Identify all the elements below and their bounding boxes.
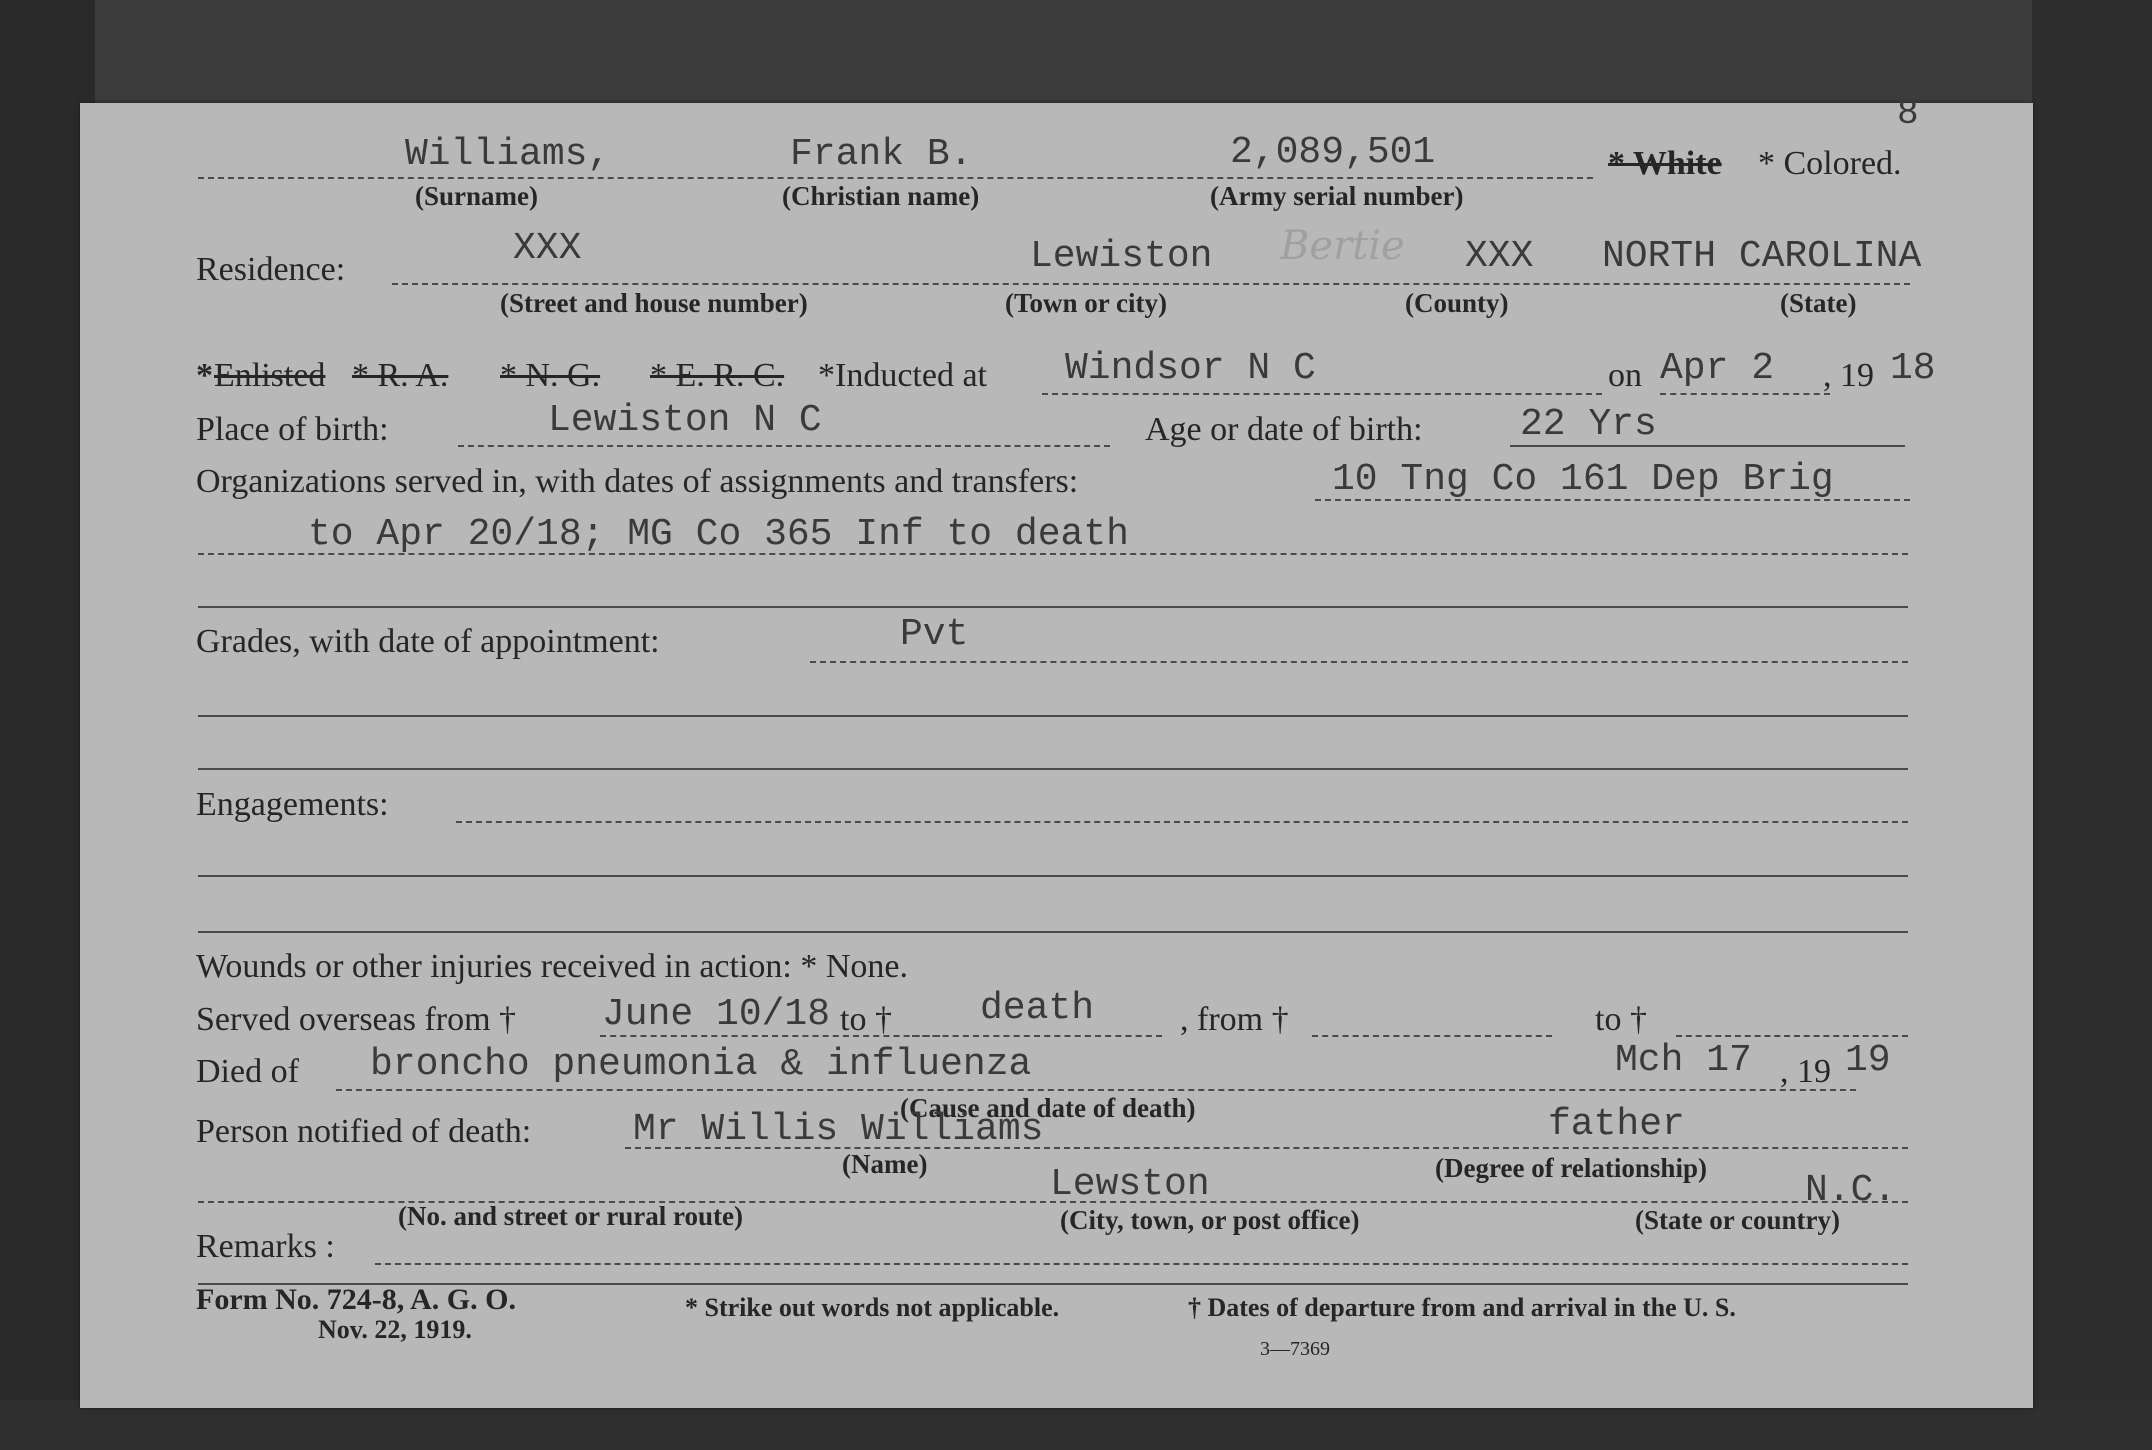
overseas-to-label: to † bbox=[840, 1001, 892, 1038]
notified-city-value: Lewston bbox=[1050, 1163, 1210, 1206]
death-year-prefix: , 19 bbox=[1780, 1053, 1831, 1090]
death-year-value: 19 bbox=[1845, 1039, 1891, 1082]
birth-place-value: Lewiston N C bbox=[548, 399, 822, 442]
residence-county-value: XXX bbox=[1465, 235, 1534, 278]
notified-label: Person notified of death: bbox=[196, 1113, 532, 1150]
residence-state-value: NORTH CAROLINA bbox=[1602, 235, 1922, 278]
notified-name-value: Mr Willis Williams bbox=[633, 1108, 1044, 1151]
serial-caption: (Army serial number) bbox=[1210, 181, 1464, 211]
grades-rule-2 bbox=[198, 715, 1908, 717]
on-label: on bbox=[1608, 357, 1642, 394]
death-date-value: Mch 17 bbox=[1615, 1039, 1752, 1082]
overseas-from2-label: , from † bbox=[1180, 1001, 1289, 1038]
organizations-rule-3 bbox=[198, 606, 1908, 608]
print-code: 3—7369 bbox=[1260, 1338, 1330, 1360]
street-caption: (Street and house number) bbox=[500, 288, 808, 318]
grades-rule-3 bbox=[198, 768, 1908, 770]
death-cause-value: broncho pneumonia & influenza bbox=[370, 1043, 1032, 1086]
engagements-rule-1 bbox=[456, 821, 1908, 823]
grades-value: Pvt bbox=[900, 613, 969, 656]
city-caption: (City, town, or post office) bbox=[1060, 1205, 1360, 1235]
overseas-to2-rule bbox=[1676, 1035, 1908, 1037]
form-date: Nov. 22, 1919. bbox=[318, 1315, 472, 1344]
state-caption: (State) bbox=[1780, 288, 1857, 318]
dagger-note: † Dates of departure from and arrival in the U. S. bbox=[1188, 1293, 1736, 1322]
street-route-caption: (No. and street or rural route) bbox=[398, 1201, 743, 1231]
enlisted-star: * bbox=[196, 357, 213, 394]
died-label: Died of bbox=[196, 1053, 299, 1090]
overseas-to-rule bbox=[912, 1035, 1162, 1037]
ra-option: * R. A. bbox=[352, 357, 449, 394]
overseas-to2-label: to † bbox=[1595, 1001, 1647, 1038]
page-number: 8 bbox=[1897, 93, 1919, 134]
engagements-label: Engagements: bbox=[196, 786, 389, 823]
grades-label: Grades, with date of appointment: bbox=[196, 623, 660, 660]
residence-street-value: XXX bbox=[513, 227, 582, 270]
residence-label: Residence: bbox=[196, 251, 346, 288]
header-rule bbox=[198, 177, 1593, 179]
organizations-label: Organizations served in, with dates of assignments and transfers: bbox=[196, 463, 1079, 500]
name-caption: (Name) bbox=[842, 1149, 928, 1179]
overseas-to-value: death bbox=[980, 987, 1095, 1030]
overseas-from-value: June 10/18 bbox=[602, 993, 831, 1036]
birth-place-rule bbox=[458, 445, 1110, 447]
residence-county-handwritten: Bertie bbox=[1280, 223, 1405, 269]
age-label: Age or date of birth: bbox=[1145, 411, 1423, 448]
wounds-label: Wounds or other injuries received in action: * None. bbox=[196, 948, 909, 985]
surname-caption: (Surname) bbox=[415, 181, 538, 211]
relationship-caption: (Degree of relationship) bbox=[1435, 1153, 1707, 1183]
birth-place-label: Place of birth: bbox=[196, 411, 389, 448]
enlisted-option: Enlisted bbox=[214, 357, 326, 394]
surname-value: Williams, bbox=[405, 133, 611, 176]
county-caption: (County) bbox=[1405, 288, 1509, 318]
notified-state-value: N.C. bbox=[1805, 1169, 1897, 1212]
remarks-rule bbox=[375, 1263, 1908, 1265]
colored-option: * Colored. bbox=[1758, 145, 1902, 182]
christian-name-value: Frank B. bbox=[790, 133, 973, 176]
state-country-caption: (State or country) bbox=[1635, 1205, 1840, 1235]
christian-name-caption: (Christian name) bbox=[782, 181, 980, 211]
town-caption: (Town or city) bbox=[1005, 288, 1167, 318]
service-record-card bbox=[80, 93, 2033, 1408]
induction-year-prefix: , 19 bbox=[1823, 357, 1874, 394]
engagements-rule-2 bbox=[198, 875, 1908, 877]
engagements-rule-3 bbox=[198, 931, 1908, 933]
white-option: * White bbox=[1608, 145, 1722, 182]
form-number: Form No. 724-8, A. G. O. bbox=[196, 1283, 516, 1316]
background-right-edge bbox=[2032, 0, 2152, 1450]
inducted-place-value: Windsor N C bbox=[1065, 347, 1316, 390]
age-value: 22 Yrs bbox=[1520, 403, 1657, 446]
remarks-label: Remarks : bbox=[196, 1228, 335, 1265]
organizations-line-1: 10 Tng Co 161 Dep Brig bbox=[1332, 458, 1834, 501]
serial-number-value: 2,089,501 bbox=[1230, 131, 1436, 174]
overseas-from2-rule bbox=[1312, 1035, 1552, 1037]
relationship-value: father bbox=[1548, 1103, 1685, 1146]
death-caption: (Cause and date of death) bbox=[900, 1093, 1196, 1123]
residence-town-value: Lewiston bbox=[1030, 235, 1213, 278]
organizations-line-2: to Apr 20/18; MG Co 365 Inf to death bbox=[308, 513, 1129, 556]
strike-note: * Strike out words not applicable. bbox=[685, 1293, 1060, 1322]
died-rule bbox=[336, 1089, 1856, 1091]
ng-option: * N. G. bbox=[500, 357, 601, 394]
grades-rule-1 bbox=[810, 661, 1908, 663]
residence-rule bbox=[392, 283, 1910, 285]
induction-year-value: 18 bbox=[1890, 347, 1936, 390]
inducted-rule bbox=[1042, 393, 1602, 395]
induction-date-value: Apr 2 bbox=[1660, 347, 1775, 390]
erc-option: * E. R. C. bbox=[650, 357, 785, 394]
inducted-label: *Inducted at bbox=[818, 357, 987, 394]
induction-date-rule bbox=[1660, 393, 1830, 395]
overseas-label: Served overseas from † bbox=[196, 1001, 517, 1038]
